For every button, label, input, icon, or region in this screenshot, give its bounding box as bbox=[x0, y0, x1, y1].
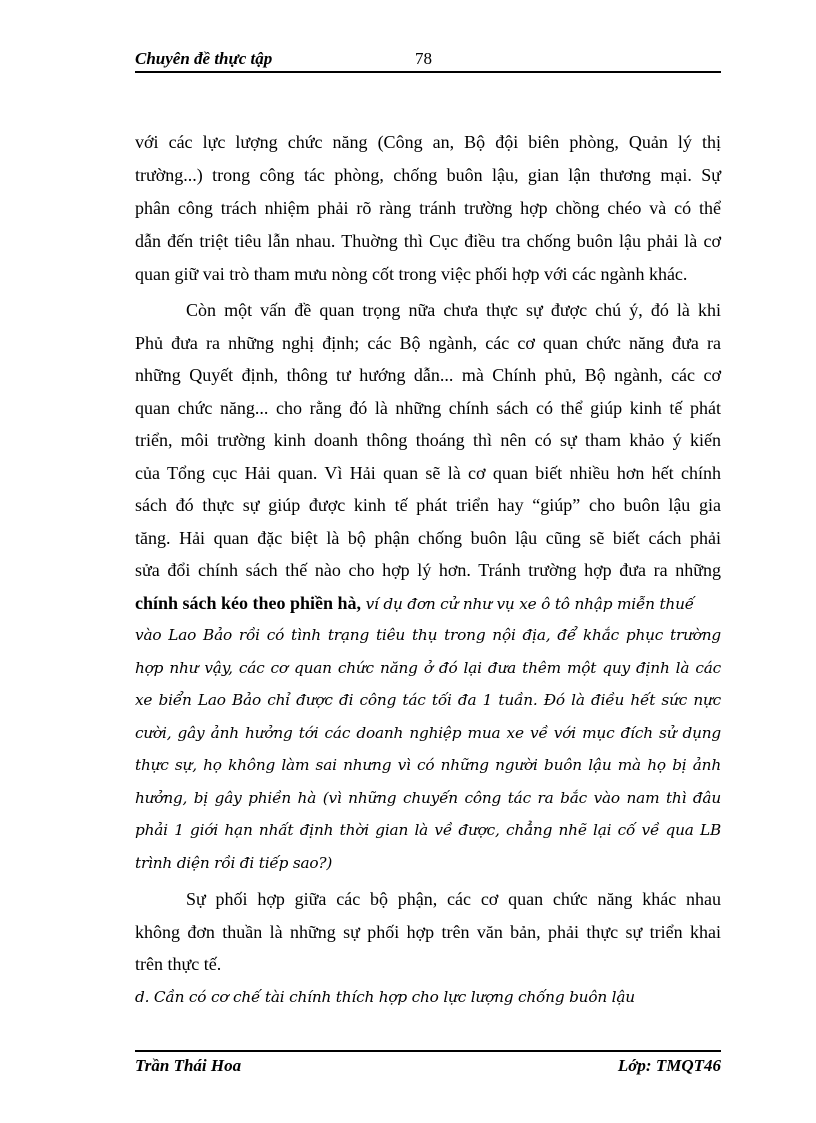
header-title: Chuyên đề thực tập bbox=[135, 49, 273, 68]
italic-line: hưởng, bị gây phiền hà (vì những chuyến công tác ra bắc vào nam thì đâu bbox=[135, 789, 721, 807]
text-line: những Quyết định, thông tư hướng dẫn... mà Chính phủ, Bộ ngành, các cơ bbox=[135, 365, 721, 385]
text-line: dẫn đến triệt tiêu lẫn nhau. Thuờng thì Cục điều tra chống buôn lậu phải là cơ bbox=[135, 231, 721, 251]
header-rule bbox=[135, 71, 721, 73]
text-line: Còn một vấn đề quan trọng nữa chưa thực sự được chú ý, đó là khi bbox=[186, 300, 721, 320]
italic-line: hợp như vậy, các cơ quan chức năng ở đó lại đưa thêm một quy định là các bbox=[135, 659, 721, 677]
footer-rule bbox=[135, 1050, 721, 1052]
mixed-text-line bbox=[135, 592, 721, 615]
text-line: tăng. Hải quan đặc biệt là bộ phận chống buôn lậu cũng sẽ biết cách phải bbox=[135, 528, 721, 548]
italic-line: xe biển Lao Bảo chỉ được đi công tác tối đa 1 tuần. Đó là điều hết sức nực bbox=[135, 691, 721, 709]
italic-line: trình diện rồi đi tiếp sao?) bbox=[135, 854, 333, 872]
section-heading: d. Cần có cơ chế tài chính thích hợp cho lực lượng chống buôn lậu bbox=[135, 988, 635, 1006]
footer-class: Lớp: TMQT46 bbox=[617, 1056, 721, 1075]
text-line: phân công trách nhiệm phải rõ ràng tránh trường hợp chồng chéo và có thể bbox=[135, 198, 721, 218]
italic-line: phải 1 giới hạn nhất định thời gian là về được, chẳng nhẽ lại cố về qua LB bbox=[135, 821, 721, 839]
text-line: triển, môi trường kinh doanh thông thoáng thì nên có sự tham khảo ý kiến bbox=[135, 430, 721, 450]
italic-line: vào Lao Bảo rồi có tình trạng tiêu thụ trong nội địa, để khắc phục trường bbox=[135, 626, 721, 644]
text-line: không đơn thuần là những sự phối hợp trên văn bản, phải thực sự triển khai bbox=[135, 922, 721, 942]
text-line: Sự phối hợp giữa các bộ phận, các cơ quan chức năng khác nhau bbox=[186, 889, 721, 909]
text-line: quan giữ vai trò tham mưu nòng cốt trong việc phối hợp với các ngành khác. bbox=[135, 264, 688, 284]
text-line: Phủ đưa ra những nghị định; các Bộ ngành, các cơ quan chức năng đưa ra bbox=[135, 333, 721, 353]
text-line: sách đó thực sự giúp được kinh tế phát triển hay “giúp” cho buôn lậu gia bbox=[135, 495, 721, 515]
italic-line: cười, gây ảnh hưởng tới các doanh nghiệp mua xe về với mục đích sử dụng bbox=[135, 724, 721, 742]
text-line: trường...) trong công tác phòng, chống buôn lậu, gian lận thương mại. Sự bbox=[135, 165, 721, 185]
text-line: của Tổng cục Hải quan. Vì Hải quan sẽ là cơ quan biết nhiều hơn hết chính bbox=[135, 463, 721, 483]
footer-author: Trần Thái Hoa bbox=[135, 1056, 242, 1075]
text-line: với các lực lượng chức năng (Công an, Bộ đội biên phòng, Quản lý thị bbox=[135, 132, 721, 152]
text-line: quan chức năng... cho rằng đó là những chính sách có thể giúp kinh tế phát bbox=[135, 398, 721, 418]
text-line: trên thực tế. bbox=[135, 954, 222, 974]
bold-text: chính sách kéo theo phiền hà, bbox=[135, 593, 362, 613]
italic-line: thực sự, họ không làm sai nhưng vì có những người buôn lậu mà họ bị ảnh bbox=[135, 756, 721, 774]
italic-text: ví dụ đơn cử như vụ xe ô tô nhập miễn thuế bbox=[365, 595, 694, 613]
page-number: 78 bbox=[415, 49, 432, 68]
text-line: sửa đổi chính sách thế nào cho hợp lý hơn. Tránh trường hợp đưa ra những bbox=[135, 560, 721, 580]
